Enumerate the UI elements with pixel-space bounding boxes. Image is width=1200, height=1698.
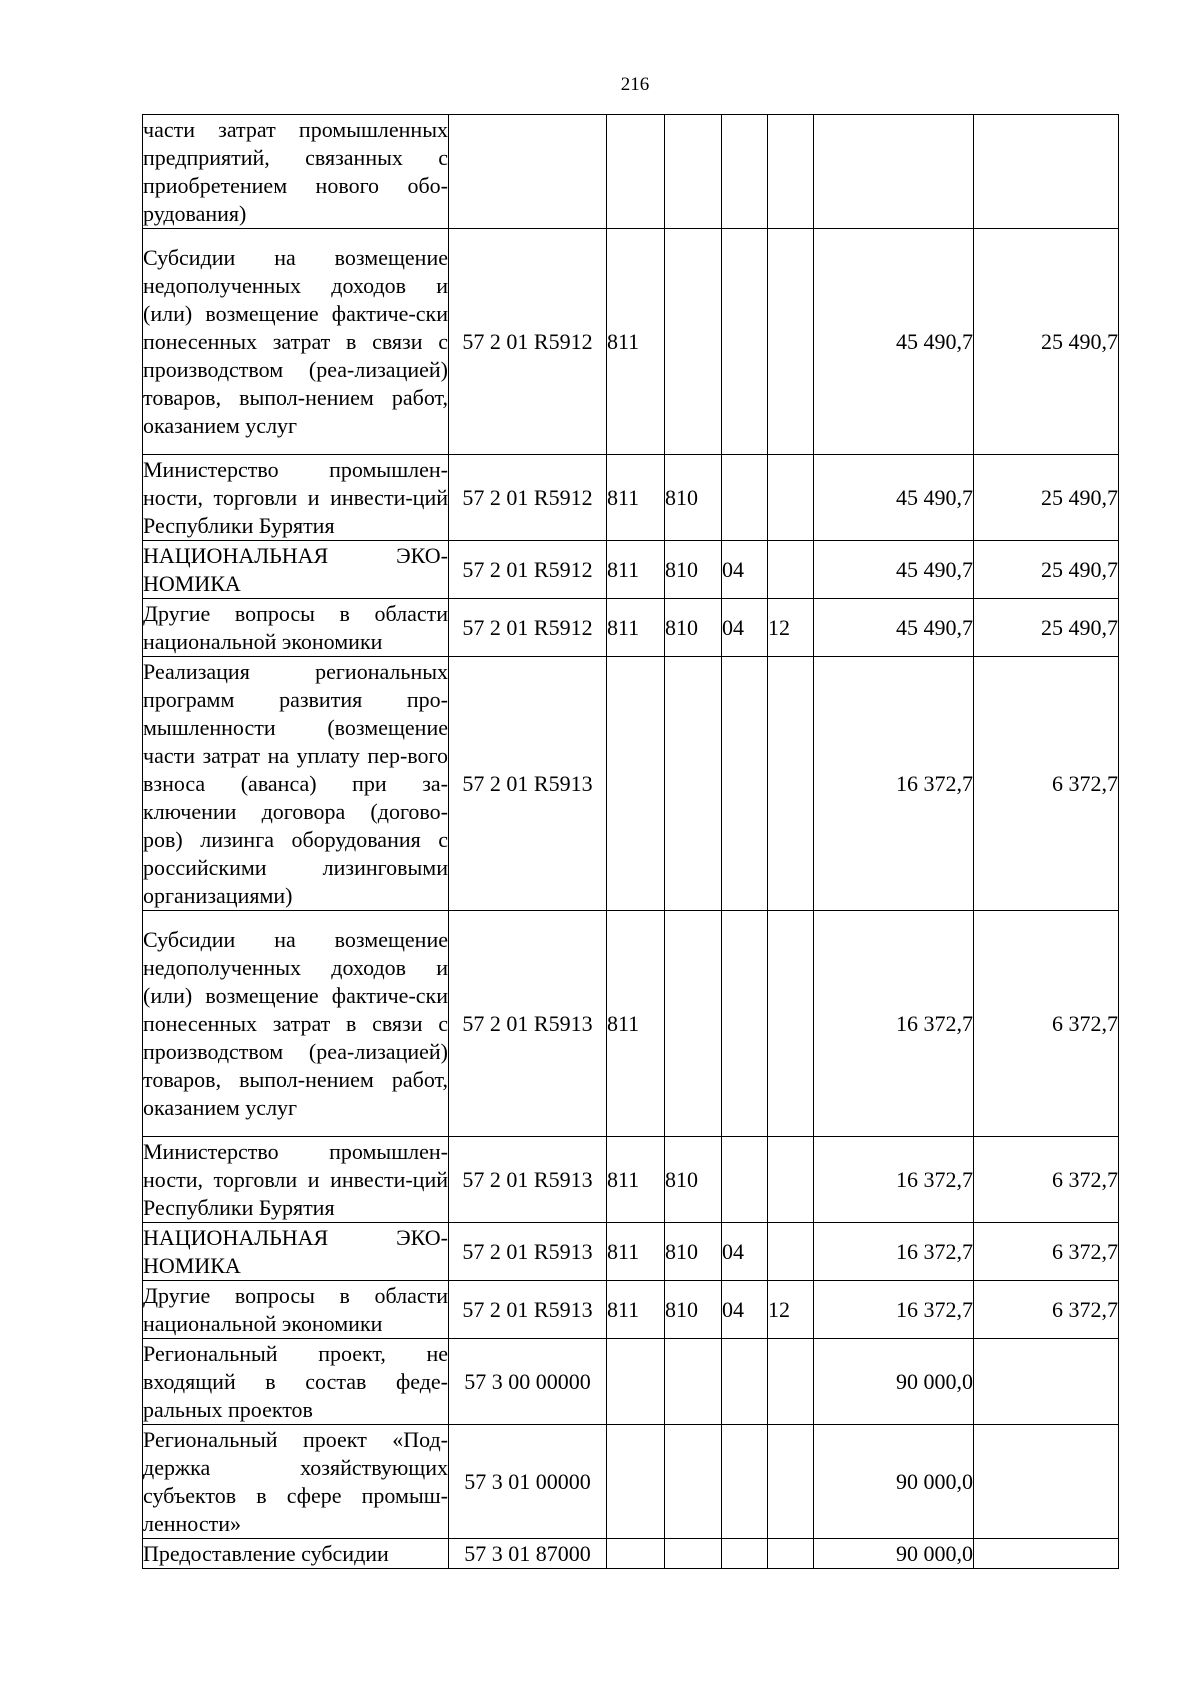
table-row	[143, 1339, 1119, 1425]
table-row	[143, 115, 1119, 229]
expense-type	[607, 1539, 665, 1569]
amount-year-1: 45 490,7	[814, 229, 974, 455]
expense-type: 811	[607, 599, 665, 657]
page-number: 216	[620, 74, 650, 95]
amount-year-2: 6 372,7	[974, 1281, 1119, 1339]
subsection-code	[768, 1223, 814, 1281]
target-code: 57 2 01 R5913	[449, 1223, 607, 1281]
amount-year-2: 25 490,7	[974, 455, 1119, 541]
table-row	[143, 1539, 1119, 1569]
target-code: 57 3 01 00000	[449, 1425, 607, 1539]
expense-type: 811	[607, 1281, 665, 1339]
row-name: Министерство промышлен-ности, торговли и инвести-ций Республики Бурятия	[143, 1137, 449, 1223]
section-code	[722, 1539, 768, 1569]
expense-type	[607, 1425, 665, 1539]
expense-type	[607, 115, 665, 229]
section-code: 04	[722, 1223, 768, 1281]
ministry-code: 810	[665, 1281, 722, 1339]
ministry-code	[665, 1339, 722, 1425]
ministry-code: 810	[665, 599, 722, 657]
row-name: Реализация региональных программ развития про-мышленности (возмещение части затрат на уплату пер-вого взноса (аванса) при за-ключении договора (догово-ров) лизинга оборудования с российскими лизинговыми организациями)	[143, 657, 449, 911]
ministry-code: 810	[665, 541, 722, 599]
table-row	[143, 1137, 1119, 1223]
table-row	[143, 657, 1119, 911]
target-code	[449, 115, 607, 229]
expense-type: 811	[607, 1137, 665, 1223]
ministry-code: 810	[665, 455, 722, 541]
ministry-code	[665, 1539, 722, 1569]
target-code: 57 2 01 R5913	[449, 657, 607, 911]
amount-year-2: 6 372,7	[974, 911, 1119, 1137]
subsection-code	[768, 657, 814, 911]
amount-year-2: 25 490,7	[974, 599, 1119, 657]
section-code: 04	[722, 1281, 768, 1339]
table-row	[143, 911, 1119, 1137]
target-code: 57 2 01 R5912	[449, 541, 607, 599]
row-name: Субсидии на возмещение недополученных доходов и (или) возмещение фактиче-ски понесенных затрат в связи с производством (реа-лизацией) товаров, выпол-нением работ, оказанием услуг	[143, 229, 449, 455]
subsection-code	[768, 911, 814, 1137]
row-name: Региональный проект, не входящий в состав феде-ральных проектов	[143, 1339, 449, 1425]
row-name: части затрат промышленных предприятий, связанных с приобретением нового обо-рудования)	[143, 115, 449, 229]
amount-year-2: 6 372,7	[974, 657, 1119, 911]
subsection-code	[768, 1539, 814, 1569]
row-name: Субсидии на возмещение недополученных доходов и (или) возмещение фактиче-ски понесенных затрат в связи с производством (реа-лизацией) товаров, выпол-нением работ, оказанием услуг	[143, 911, 449, 1137]
subsection-code	[768, 1425, 814, 1539]
amount-year-2	[974, 1425, 1119, 1539]
expense-type	[607, 657, 665, 911]
target-code: 57 2 01 R5913	[449, 1281, 607, 1339]
subsection-code	[768, 115, 814, 229]
amount-year-1: 90 000,0	[814, 1539, 974, 1569]
section-code	[722, 657, 768, 911]
ministry-code: 810	[665, 1137, 722, 1223]
section-code	[722, 229, 768, 455]
amount-year-1: 45 490,7	[814, 541, 974, 599]
section-code	[722, 911, 768, 1137]
section-code	[722, 115, 768, 229]
target-code: 57 2 01 R5912	[449, 229, 607, 455]
subsection-code	[768, 455, 814, 541]
row-name: Региональный проект «Под-держка хозяйствующих субъектов в сфере промыш-ленности»	[143, 1425, 449, 1539]
expense-type: 811	[607, 911, 665, 1137]
target-code: 57 3 00 00000	[449, 1339, 607, 1425]
target-code: 57 2 01 R5912	[449, 455, 607, 541]
amount-year-1: 16 372,7	[814, 911, 974, 1137]
amount-year-2: 6 372,7	[974, 1137, 1119, 1223]
amount-year-1: 16 372,7	[814, 1223, 974, 1281]
amount-year-2: 6 372,7	[974, 1223, 1119, 1281]
amount-year-1: 90 000,0	[814, 1339, 974, 1425]
row-name: Предоставление субсидии	[143, 1539, 449, 1569]
table-row	[143, 455, 1119, 541]
target-code: 57 2 01 R5913	[449, 1137, 607, 1223]
subsection-code	[768, 541, 814, 599]
table-body	[143, 115, 1119, 1569]
ministry-code: 810	[665, 1223, 722, 1281]
ministry-code	[665, 657, 722, 911]
subsection-code: 12	[768, 1281, 814, 1339]
ministry-code	[665, 115, 722, 229]
table-row	[143, 1223, 1119, 1281]
target-code: 57 2 01 R5912	[449, 599, 607, 657]
table-row	[143, 1425, 1119, 1539]
section-code	[722, 1425, 768, 1539]
budget-table	[142, 114, 1119, 1569]
subsection-code: 12	[768, 599, 814, 657]
amount-year-1: 45 490,7	[814, 455, 974, 541]
row-name: НАЦИОНАЛЬНАЯ ЭКО-НОМИКА	[143, 541, 449, 599]
amount-year-2	[974, 115, 1119, 229]
amount-year-1: 90 000,0	[814, 1425, 974, 1539]
row-name: Другие вопросы в области национальной экономики	[143, 1281, 449, 1339]
row-name: Министерство промышлен-ности, торговли и инвести-ций Республики Бурятия	[143, 455, 449, 541]
section-code: 04	[722, 541, 768, 599]
expense-type: 811	[607, 541, 665, 599]
target-code: 57 2 01 R5913	[449, 911, 607, 1137]
expense-type: 811	[607, 455, 665, 541]
subsection-code	[768, 1339, 814, 1425]
table-row	[143, 541, 1119, 599]
ministry-code	[665, 229, 722, 455]
subsection-code	[768, 1137, 814, 1223]
section-code: 04	[722, 599, 768, 657]
table-row	[143, 1281, 1119, 1339]
table-row	[143, 229, 1119, 455]
ministry-code	[665, 911, 722, 1137]
amount-year-2: 25 490,7	[974, 229, 1119, 455]
amount-year-1	[814, 115, 974, 229]
amount-year-1: 16 372,7	[814, 1137, 974, 1223]
row-name: НАЦИОНАЛЬНАЯ ЭКО-НОМИКА	[143, 1223, 449, 1281]
expense-type: 811	[607, 229, 665, 455]
section-code	[722, 1137, 768, 1223]
amount-year-2: 25 490,7	[974, 541, 1119, 599]
target-code: 57 3 01 87000	[449, 1539, 607, 1569]
expense-type	[607, 1339, 665, 1425]
ministry-code	[665, 1425, 722, 1539]
amount-year-1: 45 490,7	[814, 599, 974, 657]
expense-type: 811	[607, 1223, 665, 1281]
section-code	[722, 455, 768, 541]
subsection-code	[768, 229, 814, 455]
amount-year-2	[974, 1339, 1119, 1425]
amount-year-1: 16 372,7	[814, 1281, 974, 1339]
amount-year-2	[974, 1539, 1119, 1569]
row-name: Другие вопросы в области национальной экономики	[143, 599, 449, 657]
amount-year-1: 16 372,7	[814, 657, 974, 911]
section-code	[722, 1339, 768, 1425]
table-row	[143, 599, 1119, 657]
